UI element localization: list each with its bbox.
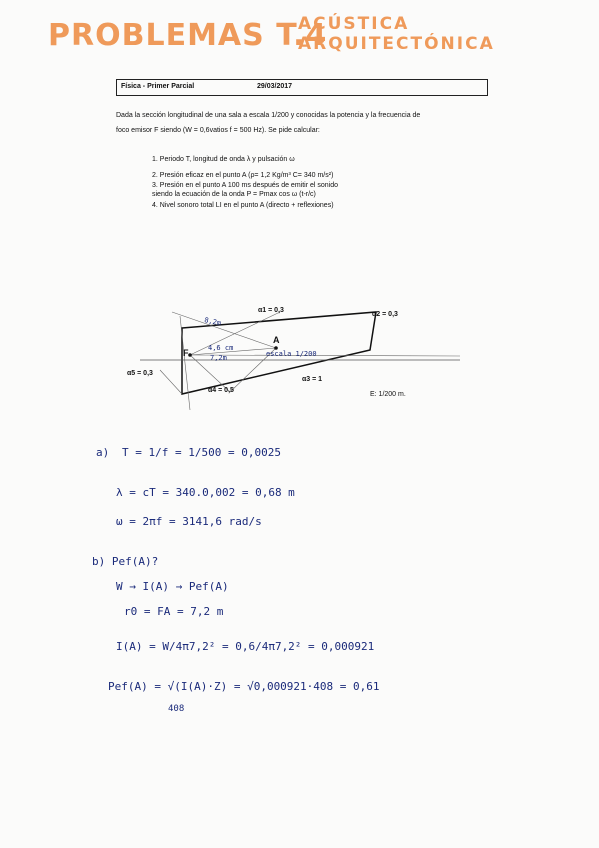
scale-note: escala 1/200 [266, 350, 317, 358]
label-F: F [183, 348, 189, 358]
solution-a-line2: λ = cT = 340.0,002 = 0,68 m [116, 486, 295, 499]
solution-b-line4: Pef(A) = √(I(A)·Z) = √0,000921·408 = 0,61 [108, 680, 380, 693]
solution-a-line3: ω = 2πf = 3141,6 rad/s [116, 515, 262, 528]
solution-b-line3: I(A) = W/4π7,2² = 0,6/4π7,2² = 0,000921 [116, 640, 375, 653]
solution-a-label: a) [96, 446, 110, 459]
solution-b-line2: r0 = FA = 7,2 m [124, 605, 224, 618]
exam-subject: Física - Primer Parcial [121, 83, 195, 90]
label-A: A [273, 335, 280, 345]
statement-line1: Dada la sección longitudinal de una sala a escala 1/200 y conocidas la potencia y la frecuencia de [116, 112, 421, 119]
dist-label-1: 8,2m [203, 316, 222, 328]
exam-date: 29/03/2017 [257, 83, 293, 90]
label-alpha4: α4 = 0,5 [208, 387, 234, 394]
dist-label-3: 7,2m [210, 354, 227, 362]
question-3: 3. Presión en el punto A 100 ms después de emitir el sonido [152, 182, 339, 189]
label-alpha5: α5 = 0,3 [127, 370, 153, 377]
solution-a-line1: T = 1/f = 1/500 = 0,0025 [122, 446, 281, 459]
question-1: 1. Periodo T, longitud de onda λ y pulsación ω [152, 156, 295, 163]
question-2: 2. Presión eficaz en el punto A (ρ= 1,2 Kg/m³ C= 340 m/s²) [152, 172, 334, 179]
solution-b-note: 408 [168, 704, 185, 714]
statement-line2: foco emisor F siendo (W = 0,6vatios f = 500 Hz). Se pide calcular: [116, 127, 320, 135]
solution-b-label: b) Pef(A)? [92, 555, 159, 568]
page-subtitle-line2: ARQUITECTÓNICA [298, 34, 495, 54]
page-subtitle-line1: ACÚSTICA [298, 14, 410, 34]
question-4: 4. Nivel sonoro total LI en el punto A (directo + reflexiones) [152, 202, 334, 209]
solution-b-line1: W → I(A) → Pef(A) [116, 580, 229, 593]
dist-label-2: 4,6 cm [208, 344, 234, 352]
question-3-continued: siendo la ecuación de la onda P = Pmax cos ω (t-r/c) [152, 191, 316, 198]
page-title: PROBLEMAS T.4 [48, 18, 328, 53]
label-alpha2: α2 = 0,3 [372, 311, 398, 318]
label-alpha1: α1 = 0,3 [258, 307, 284, 314]
label-alpha3: α3 = 1 [302, 376, 323, 383]
scale-label: E: 1/200 m. [370, 391, 406, 398]
